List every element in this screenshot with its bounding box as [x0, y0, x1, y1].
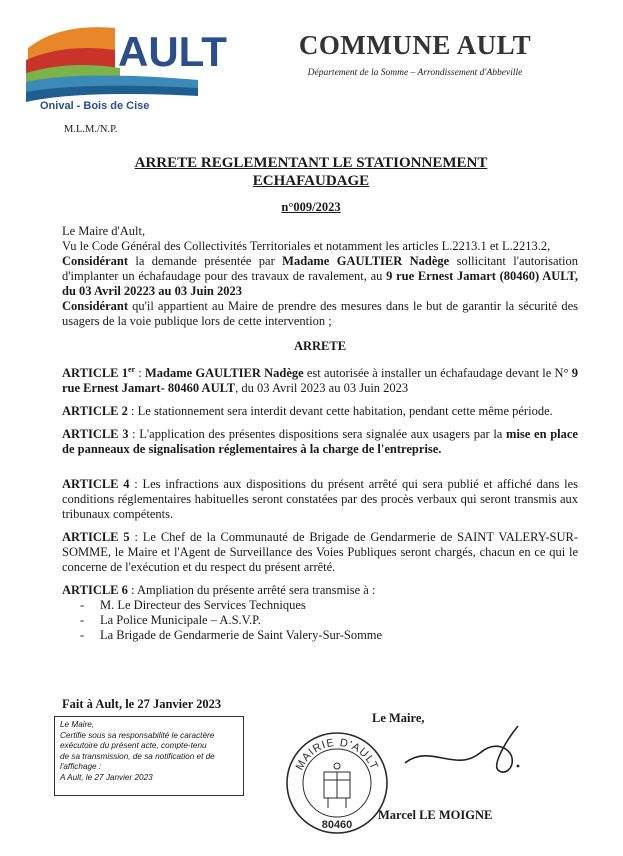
reference: M.L.M./N.P. [64, 124, 118, 135]
logo-text: AULT [118, 28, 227, 75]
commune-logo [20, 18, 227, 112]
recipient-list [62, 598, 578, 643]
preamble-vu: Vu le Code Général des Collectivités Territoriales et notamment les articles L.2213.1 et L.2213.2, [62, 239, 551, 253]
article-6: ARTICLE 6 : Ampliation du présente arrêté sera transmise à : [62, 583, 376, 598]
certification-box: Le Maire, Certifie sous sa responsabilité le caractère exécutoire du présent acte, compte-tenu de sa transmission, de sa notification et de l'affichage : A Ault, le 27 Janvier 2023 [54, 716, 244, 796]
article-2: ARTICLE 2 : Le stationnement sera interdit devant cette habitation, pendant cette même période. [62, 404, 553, 419]
article-5: ARTICLE 5 : Le Chef de la Communauté de Brigade de Gendarmerie de SAINT VALERY-SUR-SOMME, le Maire et l'Agent de Surveillance des Voies Publiques seront chargés, chacun en ce qui le concerne de l'exécution et du respect du présent arrêté. [62, 530, 578, 575]
document-body [62, 224, 578, 643]
signatory-name: Marcel LE MOIGNE [378, 808, 493, 822]
handwritten-signature [400, 718, 540, 788]
article-1: ARTICLE 1er : Madame GAULTIER Nadège est autorisée à installer un échafaudage devant le N° 9 rue Ernest Jamart- 80460 AULT, du 03 Avril 2023 au 03 Juin 2023 [62, 365, 578, 396]
list-item: - La Police Municipale – A.S.V.P. [80, 613, 578, 628]
article-4: ARTICLE 4 : Les infractions aux dispositions du présent arrêté qui sera publié et affiché dans les conditions réglementaires habituelles seront constatées par des procès verbaux qui seront transmis aux tribunaux compétents. [62, 477, 578, 522]
official-seal-stamp [282, 728, 392, 838]
preamble-considerant-2: Considérant qu'il appartient au Maire de prendre des mesures dans le but de garantir la sécurité des usagers de la voie publique lors de cette intervention ; [62, 299, 578, 328]
signing-place-date: Fait à Ault, le 27 Janvier 2023 [62, 697, 222, 711]
signature-heading: Le Maire, [372, 711, 425, 725]
svg-text:MAIRIE D'AULT: MAIRIE D'AULT [293, 736, 381, 773]
arrete-number: n°009/2023 [281, 200, 341, 214]
article-3: ARTICLE 3 : L'application des présentes dispositions sera signalée aux usagers par la mise en place de panneaux de signalisation réglementaires à la charge de l'entreprise. [62, 427, 578, 457]
svg-text:80460: 80460 [321, 819, 353, 831]
arrete-heading: ARRETE [293, 339, 347, 353]
list-item: - M. Le Directeur des Services Techniques [80, 598, 578, 613]
preamble-considerant-1: Considérant la demande présentée par Madame GAULTIER Nadège sollicitant l'autorisation d'implanter un échafaudage pour des travaux de ravalement, au 9 rue Ernest Jamart (80460) AULT, du 03 Avril 20223 au 03 Juin 2023 [62, 254, 579, 298]
list-item: - La Brigade de Gendarmerie de Saint Valery-Sur-Somme [80, 628, 578, 643]
logo-subtitle: Onival - Bois de Cise [40, 100, 150, 112]
document-title: ARRETE REGLEMENTANT LE STATIONNEMENT ECHAFAUDAGE [134, 155, 488, 189]
commune-title: COMMUNE AULT [298, 30, 532, 60]
preamble-maire: Le Maire d'Ault, [62, 224, 146, 238]
commune-subtitle: Département de la Somme – Arrondissement d'Abbeville [307, 68, 523, 78]
